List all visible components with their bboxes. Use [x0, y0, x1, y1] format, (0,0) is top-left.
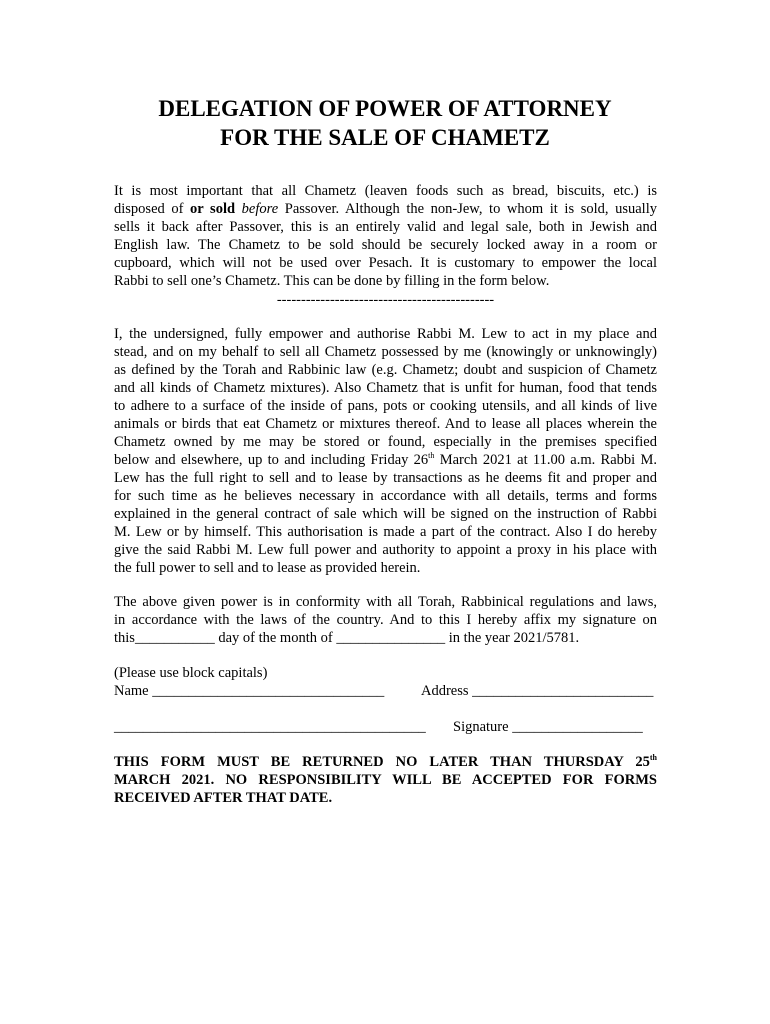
authorisation-line: Chametz owned by me may be stored or found, especially in the premises specified: [114, 434, 657, 450]
intro-line: English law. The Chametz to be sold should be securely locked away in a room or: [114, 237, 657, 253]
notice-text: THIS FORM MUST BE RETURNED NO LATER THAN THURSDAY 25: [114, 754, 650, 770]
intro-line: Rabbi to sell one’s Chametz. This can be done by filling in the form below.: [114, 273, 550, 289]
notice-line: RECEIVED AFTER THAT DATE.: [114, 790, 333, 806]
authorisation-line: stead, and on my behalf to sell all Chametz possessed by me (knowingly or unknowingly): [114, 344, 657, 360]
authorisation-line: give the said Rabbi M. Lew full power and authority to appoint a proxy in his place with: [114, 542, 657, 558]
authorisation-line: as defined by the Torah and Rabbinic law (e.g. Chametz; doubt and suspicion of Chametz: [114, 362, 657, 378]
intro-italic-text: before: [241, 201, 279, 217]
intro-text: disposed of: [114, 201, 191, 217]
address-continuation-field[interactable]: ___________________________________________: [114, 719, 426, 735]
date-fill-in-line[interactable]: this___________ day of the month of _______________ in the year 2021/5781.: [114, 630, 580, 646]
intro-line: sells it back after Passover, this is an entirely valid and legal sale, both in Jewish and: [114, 219, 657, 235]
address-field[interactable]: Address _________________________: [421, 683, 654, 699]
signature-field[interactable]: Signature __________________: [453, 719, 643, 735]
authorisation-line: M. Lew or by himself. This authorisation is made a part of the contract. Also I do hereby: [114, 524, 657, 540]
name-field[interactable]: Name ________________________________: [114, 683, 385, 699]
block-capitals-note: (Please use block capitals): [114, 665, 268, 681]
authorisation-line: to adhere to a surface of the inside of pans, pots or cooking utensils, and all kinds of live: [114, 398, 657, 414]
document-title: [0, 94, 770, 152]
intro-line: cupboard, which will not be used over Pesach. It is customary to empower the local: [114, 255, 657, 271]
authorisation-line: explained in the general contract of sale which will be signed on the instruction of Rabbi: [114, 506, 657, 522]
authorisation-line: Lew has the full right to sell and to lease by transactions as he deems fit and proper and: [114, 470, 657, 486]
intro-text: Passover. Although the non-Jew, to whom it is sold, usually: [278, 201, 657, 217]
title-line-1: DELEGATION OF POWER OF ATTORNEY: [158, 96, 612, 121]
intro-paragraph: [114, 182, 657, 290]
ordinal-suffix: th: [428, 451, 435, 461]
notice-line: MARCH 2021. NO RESPONSIBILITY WILL BE ACCEPTED FOR FORMS: [114, 772, 657, 788]
authorisation-line: and all kinds of Chametz mixtures). Also Chametz that is unfit for human, food that tends: [114, 380, 657, 396]
return-deadline-notice: [114, 753, 657, 807]
title-line-2: FOR THE SALE OF CHAMETZ: [220, 125, 550, 150]
intro-bold-text: or sold: [190, 201, 236, 217]
intro-space: [235, 201, 242, 217]
authorisation-line: animals or birds that eat Chametz or mixtures thereof. And to lease all places wherein the: [114, 416, 657, 432]
authorisation-line: I, the undersigned, fully empower and authorise Rabbi M. Lew to act in my place and: [114, 326, 657, 342]
conformity-paragraph: [114, 593, 657, 647]
intro-line: [114, 200, 657, 218]
separator-line: ---------------------------------------------: [276, 292, 495, 308]
ordinal-suffix: th: [649, 753, 657, 763]
authorisation-line: [114, 451, 657, 469]
authorisation-line: the full power to sell and to lease as provided herein.: [114, 560, 421, 576]
authorisation-line: for such time as he believes necessary in accordance with all details, terms and forms: [114, 488, 657, 504]
conformity-line: The above given power is in conformity with all Torah, Rabbinical regulations and laws,: [114, 594, 657, 610]
notice-line: [114, 753, 657, 771]
authorisation-paragraph: [114, 325, 657, 577]
intro-line: It is most important that all Chametz (leaven foods such as bread, biscuits, etc.) is: [114, 183, 657, 199]
authorisation-text: below and elsewhere, up to and including Friday 26: [114, 452, 429, 468]
conformity-line: in accordance with the laws of the country. And to this I hereby affix my signature on: [114, 612, 657, 628]
authorisation-text: March 2021 at 11.00 a.m. Rabbi M.: [434, 452, 657, 468]
